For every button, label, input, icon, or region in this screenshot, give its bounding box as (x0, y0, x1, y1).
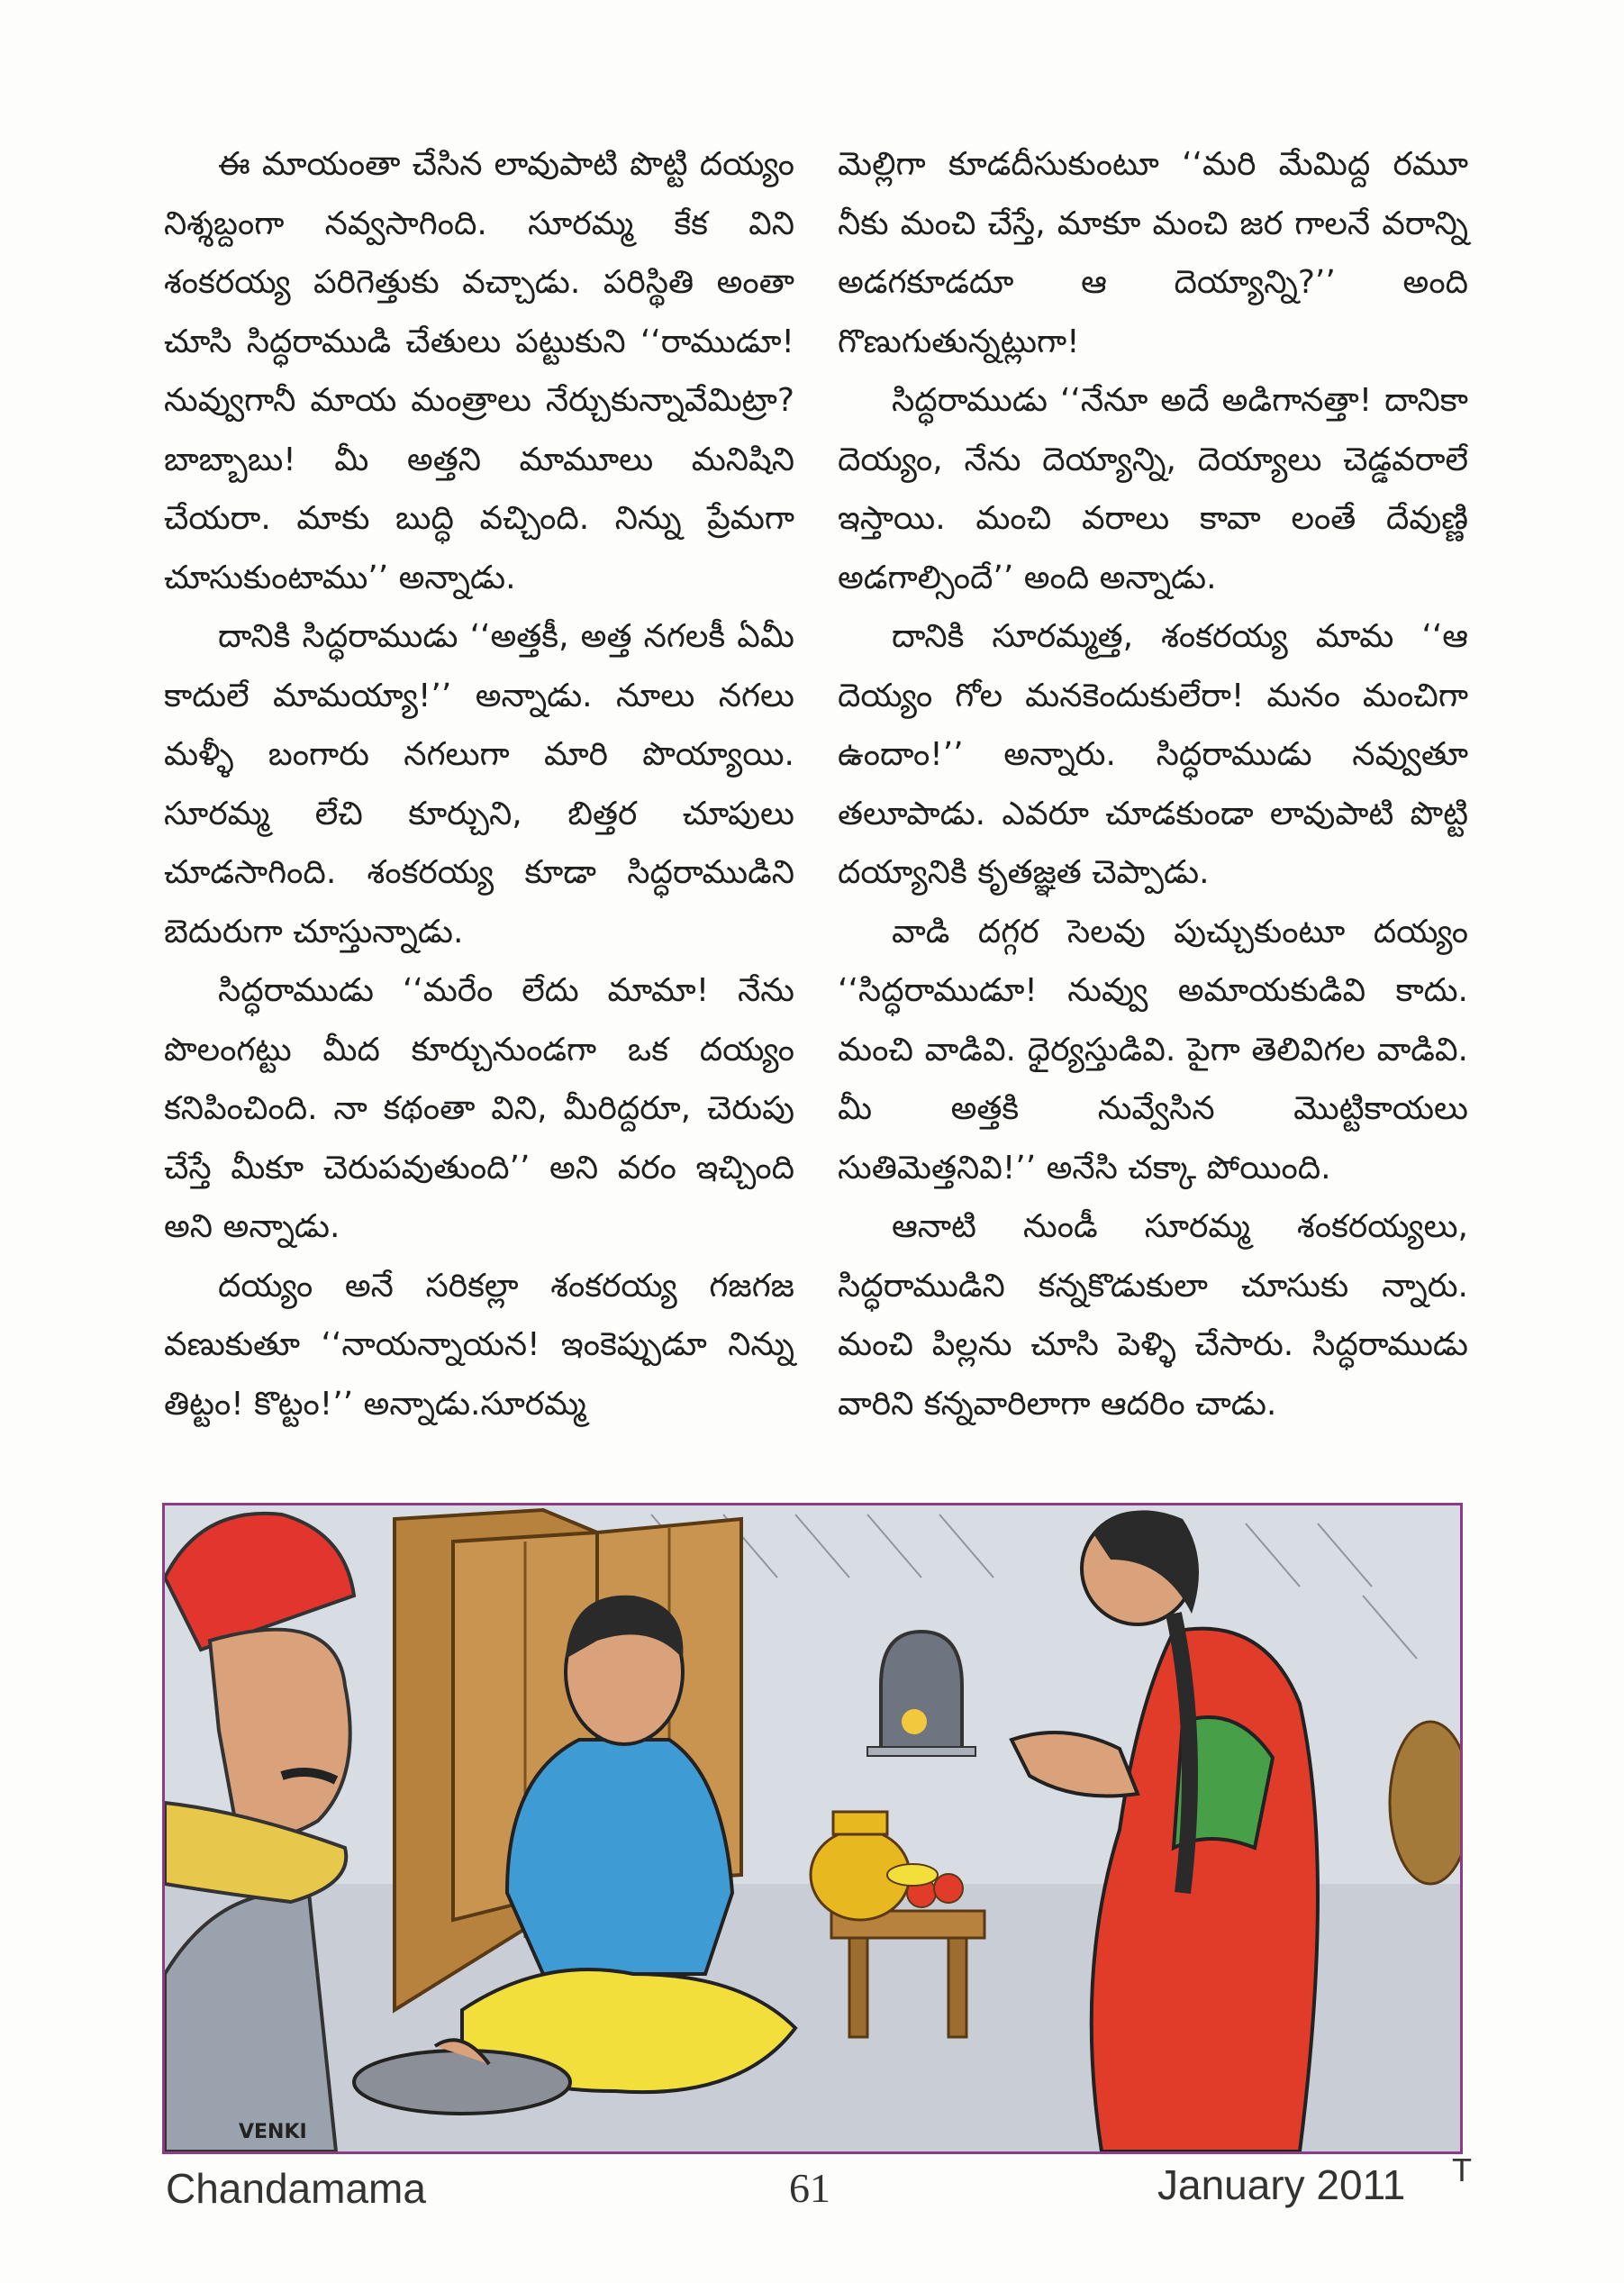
paragraph: ఆనాటి నుండీ సూరమ్మ శంకరయ్యలు, సిద్ధరాముడిని కన్నకొడుకులా చూసుకు న్నారు. మంచి పిల్లను చూసి పెళ్ళి చేసారు. సిద్ధరాముడు వారిని కన్నవారిలాగా ఆదరిం చాడు. (838, 1208, 1468, 1423)
paragraph: సిద్ధరాముడు ‘‘నేనూ అదే అడిగానత్తా! దానికా దెయ్యం, నేను దెయ్యాన్ని, దెయ్యాలు చెడ్డవరాలే ఇస్తాయి. మంచి వరాలు కావా లంతే దేవుణ్ణి అడగాల్సిందే’’ అంది అన్నాడు. (838, 382, 1468, 596)
corner-mark: T (1452, 2151, 1472, 2188)
clay-pot (1390, 1722, 1460, 1884)
paragraph: మెల్లిగా కూడదీసుకుంటూ ‘‘మరి మేమిద్ద రమూ నీకు మంచి చేస్తే, మాకూ మంచి జర గాలనే వరాన్ని అడగకూడదూ ఆ దెయ్యాన్ని?’’ అంది గొణుగుతున్నట్లుగా! (838, 146, 1468, 360)
paragraph: దయ్యం అనే సరికల్లా శంకరయ్య గజగజ వణుకుతూ ‘‘నాయన్నాయన! ఇంకెప్పుడూ నిన్ను తిట్టం! కొట్టం!’’ అన్నాడు.సూరమ్మ (164, 1267, 794, 1423)
magazine-name: Chandamama (166, 2165, 426, 2212)
issue-date: January 2011 (1157, 2161, 1406, 2208)
right-text-column (838, 135, 1468, 1433)
left-text-column (164, 135, 794, 1433)
page-number: 61 (789, 2165, 830, 2211)
story-illustration (162, 1503, 1463, 2154)
paragraph: వాడి దగ్గర సెలవు పుచ్చుకుంటూ దయ్యం ‘‘సిద్ధరాముడూ! నువ్వు అమాయకుడివి కాదు. మంచి వాడివి. ధైర్యస్తుడివి. పైగా తెలివిగల వాడివి. మీ అత్తకి నువ్వేసిన మొట్టికాయలు సుతిమెత్తనివి!’’ అనేసి చక్కా పోయింది. (838, 913, 1468, 1187)
paragraph: ఈ మాయంతా చేసిన లావుపాటి పొట్టి దయ్యం నిశ్శబ్దంగా నవ్వసాగింది. సూరమ్మ కేక విని శంకరయ్య పరిగెత్తుకు వచ్చాడు. పరిస్థితి అంతా చూసి సిద్ధరాముడి చేతులు పట్టుకుని ‘‘రాముడూ! నువ్వుగానీ మాయ మంత్రాలు నేర్చుకున్నావేమిట్రా? బాబ్బాబు! మీ అత్తని మామూలు మనిషిని చేయరా. మాకు బుద్ధి వచ్చింది. నిన్ను ప్రేమగా చూసుకుంటాము’’ అన్నాడు. (164, 146, 794, 596)
artist-signature: VENKI (239, 2121, 307, 2143)
paragraph: దానికి సూరమ్మత్త, శంకరయ్య మామ ‘‘ఆ దెయ్యం గోల మనకెందుకులేరా! మనం మంచిగా ఉందాం!’’ అన్నారు. సిద్ధరాముడు నవ్వుతూ తలూపాడు. ఎవరూ చూడకుండా లావుపాటి పొట్టి దయ్యానికి కృతజ్ఞత చెప్పాడు. (838, 618, 1468, 891)
paragraph: సిద్ధరాముడు ‘‘మరేం లేదు మామా! నేను పొలంగట్టు మీద కూర్చునుండగా ఒక దయ్యం కనిపించింది. నా కథంతా విని, మీరిద్దరూ, చెరుపు చేస్తే మీకూ చెరుపవుతుంది’’ అని వరం ఇచ్చింది అని అన్నాడు. (164, 972, 794, 1245)
illustration-scene (165, 1505, 1460, 2151)
paragraph: దానికి సిద్ధరాముడు ‘‘అత్తకీ, అత్త నగలకీ ఏమీ కాదులే మామయ్యా!’’ అన్నాడు. నూలు నగలు మళ్ళీ బంగారు నగలుగా మారి పొయ్యాయి. సూరమ్మ లేచి కూర్చుని, బిత్తర చూపులు చూడసాగింది. శంకరయ్య కూడా సిద్ధరాముడిని బెదురుగా చూస్తున్నాడు. (164, 618, 794, 950)
